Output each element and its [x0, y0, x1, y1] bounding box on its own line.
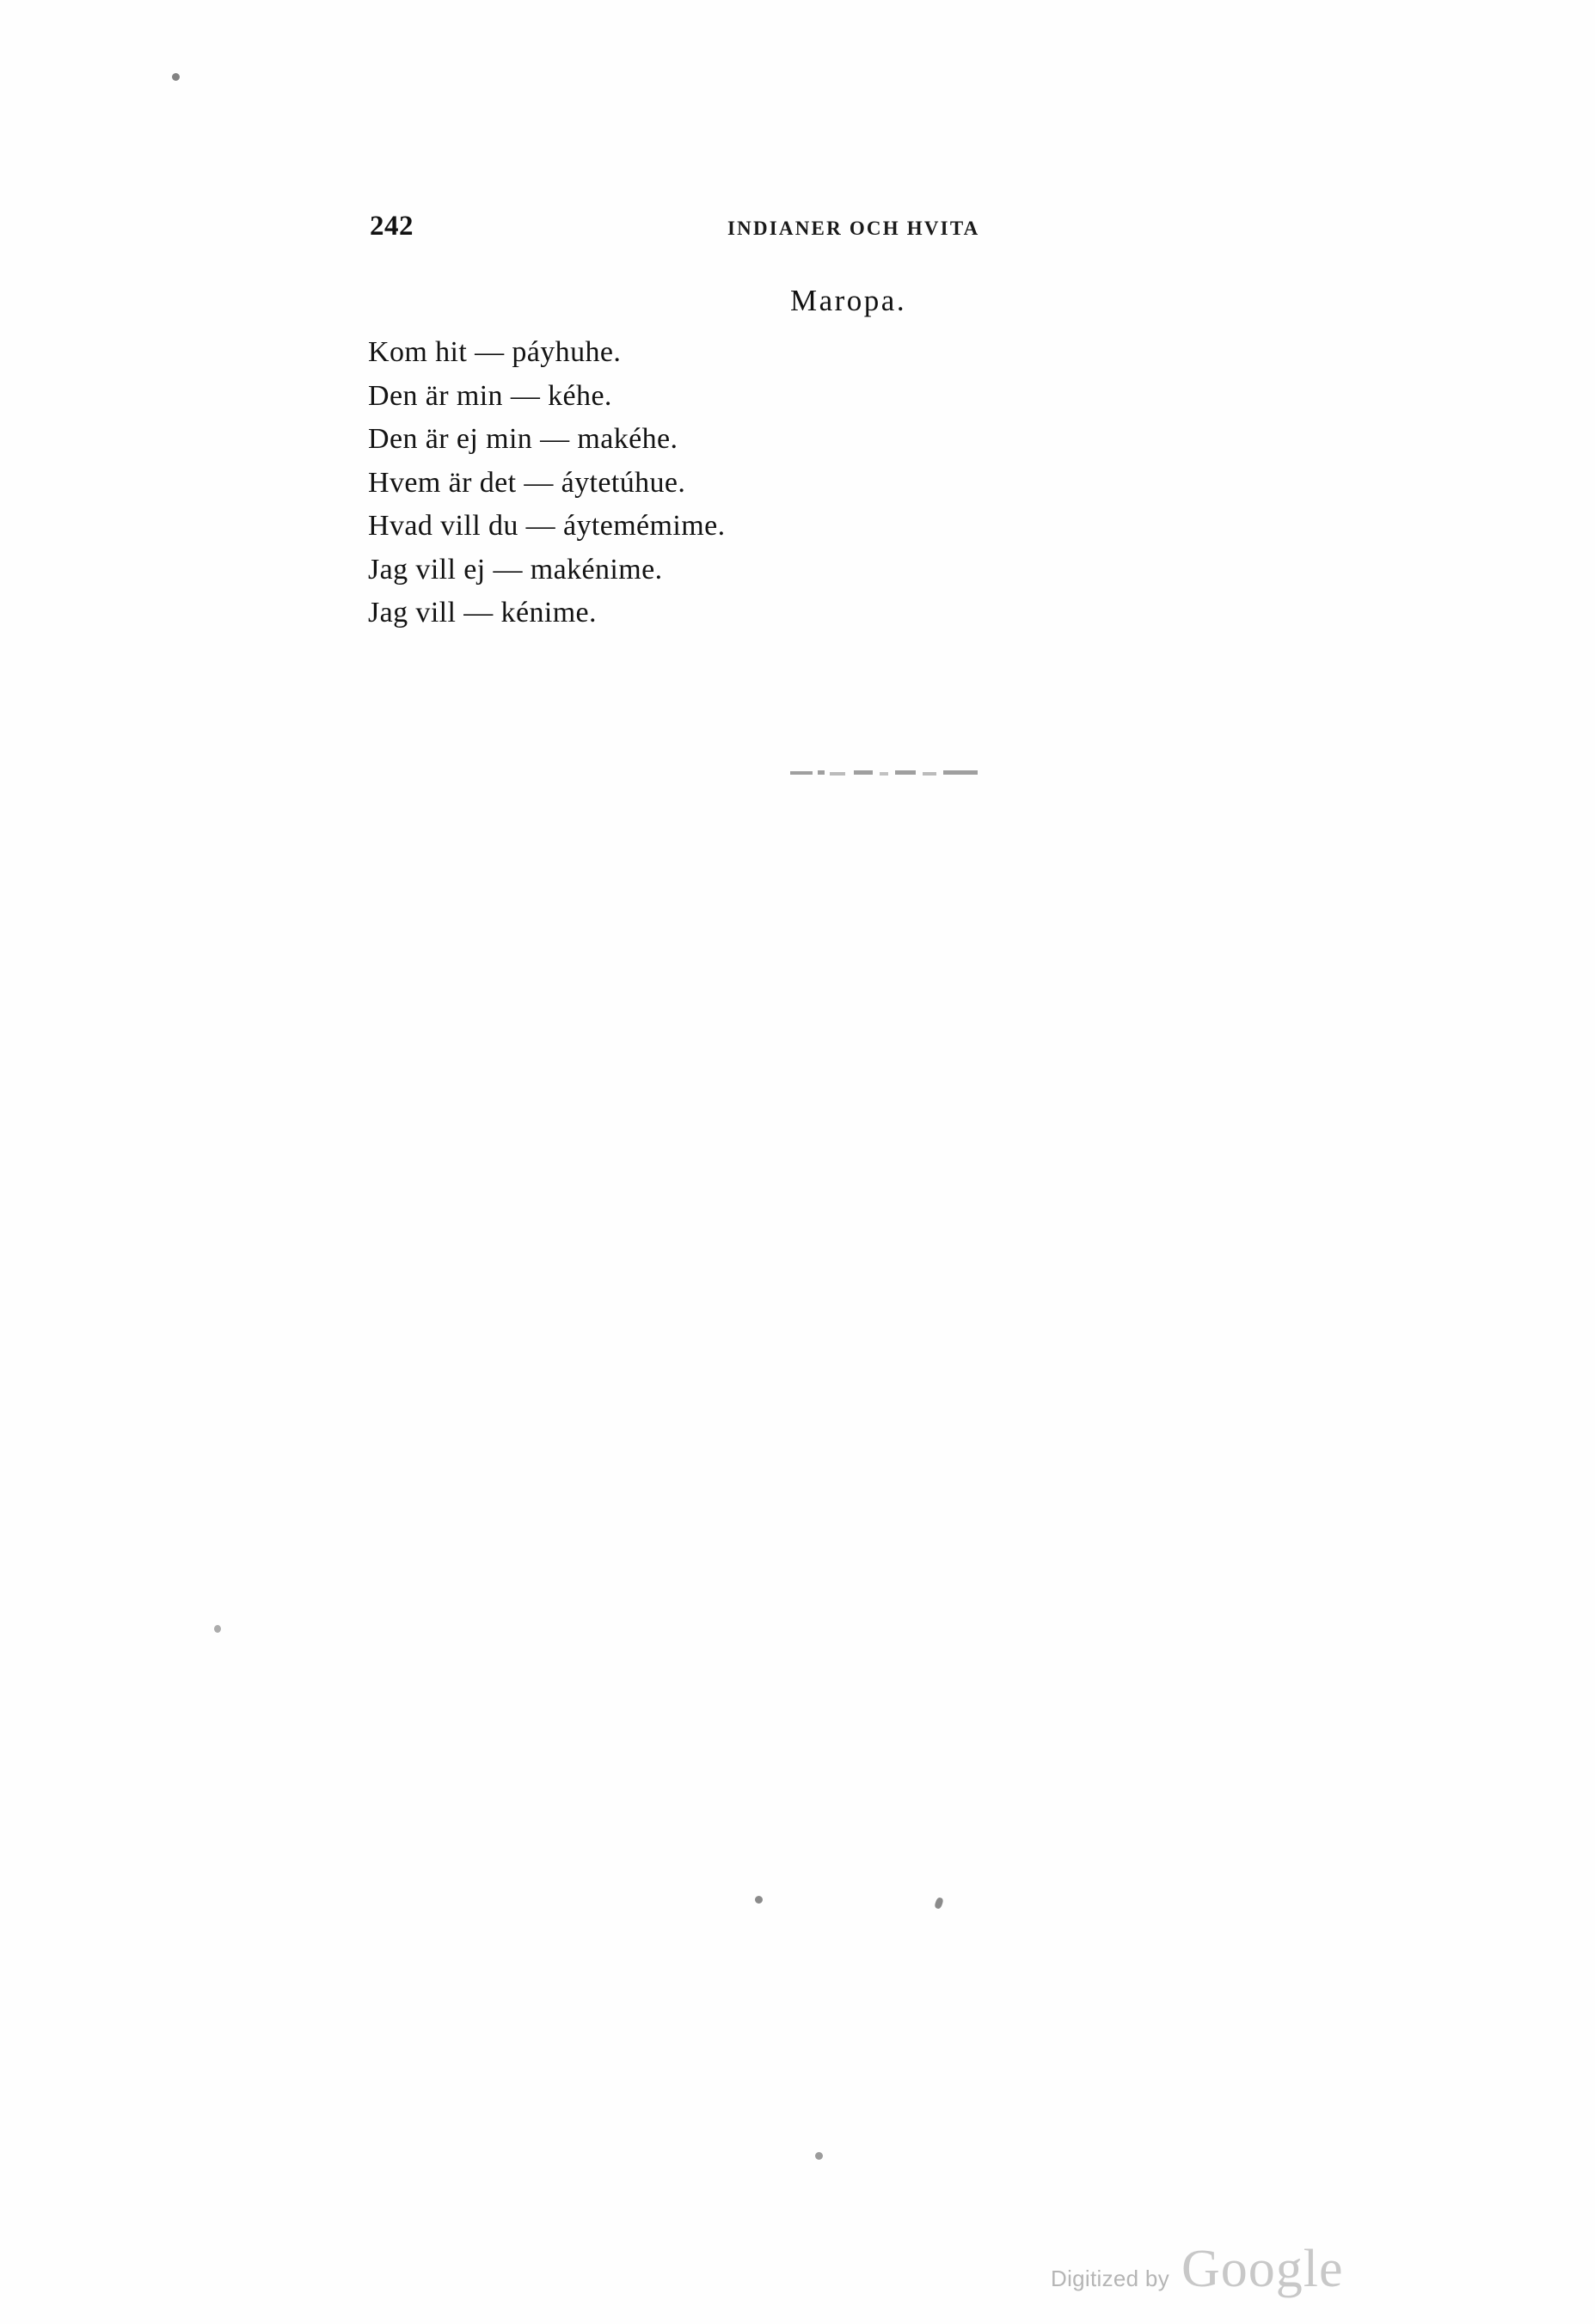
- scan-speck-icon: [172, 73, 180, 81]
- list-item: Kom hit — páyhuhe.: [368, 336, 622, 368]
- scan-speck-icon: [214, 1625, 221, 1633]
- running-head-title: INDIANER OCH HVITA: [727, 218, 980, 239]
- list-item: Hvad vill du — áytemémime.: [368, 510, 726, 542]
- vocabulary-list: [368, 331, 1228, 635]
- digitized-by-label: Digitized by: [1051, 2266, 1169, 2291]
- page-number: 242: [370, 211, 414, 242]
- scan-speck-icon: [815, 2152, 823, 2160]
- google-wordmark: Google: [1181, 2240, 1344, 2298]
- scan-speck-icon: [755, 1896, 763, 1904]
- list-item: Jag vill ej — makénime.: [368, 553, 663, 586]
- list-item: Den är min — kéhe.: [368, 379, 612, 412]
- section-divider-ornament: [787, 763, 985, 782]
- list-item: Hvem är det — áytetúhue.: [368, 466, 686, 499]
- page-title: Maropa.: [790, 284, 907, 317]
- list-item: Den är ej min — makéhe.: [368, 423, 678, 455]
- digitized-by-watermark: [1051, 2242, 1344, 2296]
- scan-speck-icon: [934, 1897, 944, 1910]
- list-item: Jag vill — kénime.: [368, 597, 597, 629]
- running-head: [0, 211, 1595, 245]
